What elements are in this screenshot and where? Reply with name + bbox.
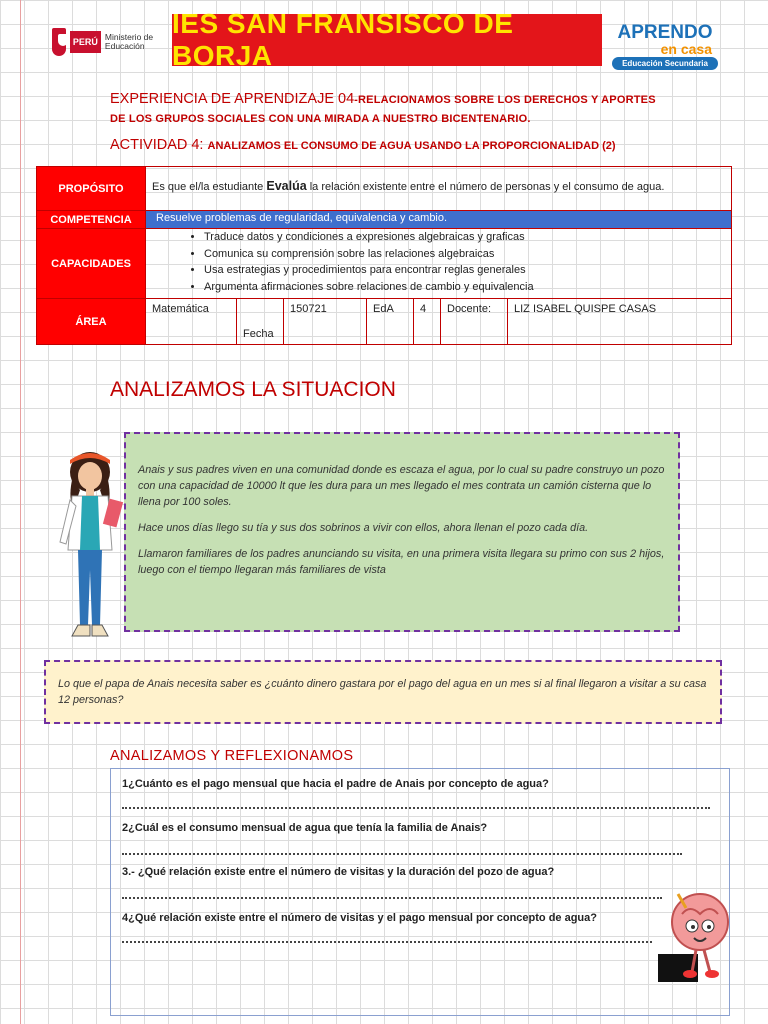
en-casa-word: en casa	[660, 41, 712, 57]
capacidad-item: • Traduce datos y condiciones a expresiones algebraicas y graficas	[204, 229, 725, 246]
experience-title	[110, 90, 710, 128]
situation-box	[124, 432, 680, 632]
eda-label: EdA	[367, 299, 414, 345]
ministry-label: Ministerio de Educación	[104, 32, 154, 51]
reflection-question: 2¿Cuál es el consumo mensual de agua que tenía la familia de Anais?	[122, 822, 488, 834]
capacidad-item: • Comunica su comprensión sobre las relaciones algebraicas	[204, 246, 725, 263]
school-title: IES SAN FRANSISCO DE BORJA	[172, 14, 602, 66]
peru-shield-icon	[52, 28, 66, 56]
experience-line1: -RELACIONAMOS SOBRE LOS DERECHOS Y APORTES	[354, 94, 656, 106]
reflection-question: 4¿Qué relación existe entre el número de visitas y el pago mensual por concepto de agua?	[122, 912, 597, 924]
proposito-post: la relación existente entre el número de personas y el consumo de agua.	[306, 181, 665, 193]
situation-paragraph: Llamaron familiares de los padres anunciando su visita, en una primera visita llegara su primo con sus 2 hijos, luego con el tiempo llegaran más familiares de vista	[138, 548, 665, 576]
capacidad-item: • Usa estrategias y procedimientos para encontrar reglas generales	[204, 262, 725, 279]
situation-paragraph: Anais y sus padres viven en una comunidad donde es escaza el agua, por lo cual su padre construyo un pozo con una capacidad de 10000 lt que les dura para un mes llegado el mes contrata un camión cisterna que lo llena por 100 soles.	[138, 464, 665, 508]
activity-label: ACTIVIDAD 4:	[110, 137, 204, 153]
reflection-heading: ANALIZAMOS Y REFLEXIONAMOS	[110, 748, 354, 764]
info-table	[36, 166, 732, 345]
aprendo-word: APRENDO	[617, 22, 713, 43]
eda-value: 4	[414, 299, 441, 345]
answer-line[interactable]	[122, 896, 662, 899]
fecha-value: 150721	[284, 299, 367, 345]
experience-label: EXPERIENCIA DE APRENDIZAJE 04	[110, 91, 355, 107]
secundaria-badge: Educación Secundaria	[612, 57, 718, 70]
proposito-text	[146, 167, 732, 211]
situation-heading: ANALIZAMOS LA SITUACION	[110, 378, 396, 401]
area-value: Matemática	[146, 299, 237, 345]
notebook-margin-line	[20, 0, 21, 1024]
capacidad-item: • Argumenta afirmaciones sobre relaciones de cambio y equivalencia	[204, 279, 725, 296]
activity-text: ANALIZAMOS EL CONSUMO DE AGUA USANDO LA PROPORCIONALIDAD (2)	[207, 140, 616, 152]
competencia-text: Resuelve problemas de regularidad, equivalencia y cambio.	[146, 211, 732, 229]
docente-label: Docente:	[441, 299, 508, 345]
answer-line[interactable]	[122, 940, 652, 943]
capacidades-cell	[146, 229, 732, 299]
proposito-verb: Evalúa	[266, 179, 307, 193]
ministry-logo	[52, 26, 162, 58]
proposito-pre: Es que el/la estudiante	[152, 181, 267, 193]
peru-label: PERÚ	[70, 31, 101, 53]
competencia-label: COMPETENCIA	[37, 211, 146, 229]
situation-paragraph: Hace unos días llego su tía y sus dos sobrinos a vivir con ellos, ahora llenan el pozo cada día.	[138, 522, 589, 534]
fecha-label: Fecha	[237, 299, 284, 345]
area-label: ÁREA	[37, 299, 146, 345]
proposito-label: PROPÓSITO	[37, 167, 146, 211]
brain-character-illustration	[656, 884, 736, 984]
answer-line[interactable]	[122, 852, 682, 855]
capacidades-label: CAPACIDADES	[37, 229, 146, 299]
answer-line[interactable]	[122, 806, 710, 809]
reflection-question: 1¿Cuánto es el pago mensual que hacia el padre de Anais por concepto de agua?	[122, 778, 549, 790]
capacidades-list	[152, 229, 725, 295]
student-girl-illustration	[50, 450, 130, 655]
key-question-box: Lo que el papa de Anais necesita saber es ¿cuánto dinero gastara por el pago del agua en un mes si al final llegaron a visitar a su casa 12 personas?	[44, 660, 722, 724]
experience-line2: DE LOS GRUPOS SOCIALES CON UNA MIRADA A NUESTRO BICENTENARIO.	[110, 113, 531, 125]
docente-value: LIZ ISABEL QUISPE CASAS	[508, 299, 732, 345]
reflection-question: 3.- ¿Qué relación existe entre el número de visitas y la duración del pozo de agua?	[122, 866, 555, 878]
activity-title	[110, 137, 616, 153]
aprendo-en-casa-logo	[612, 24, 718, 70]
